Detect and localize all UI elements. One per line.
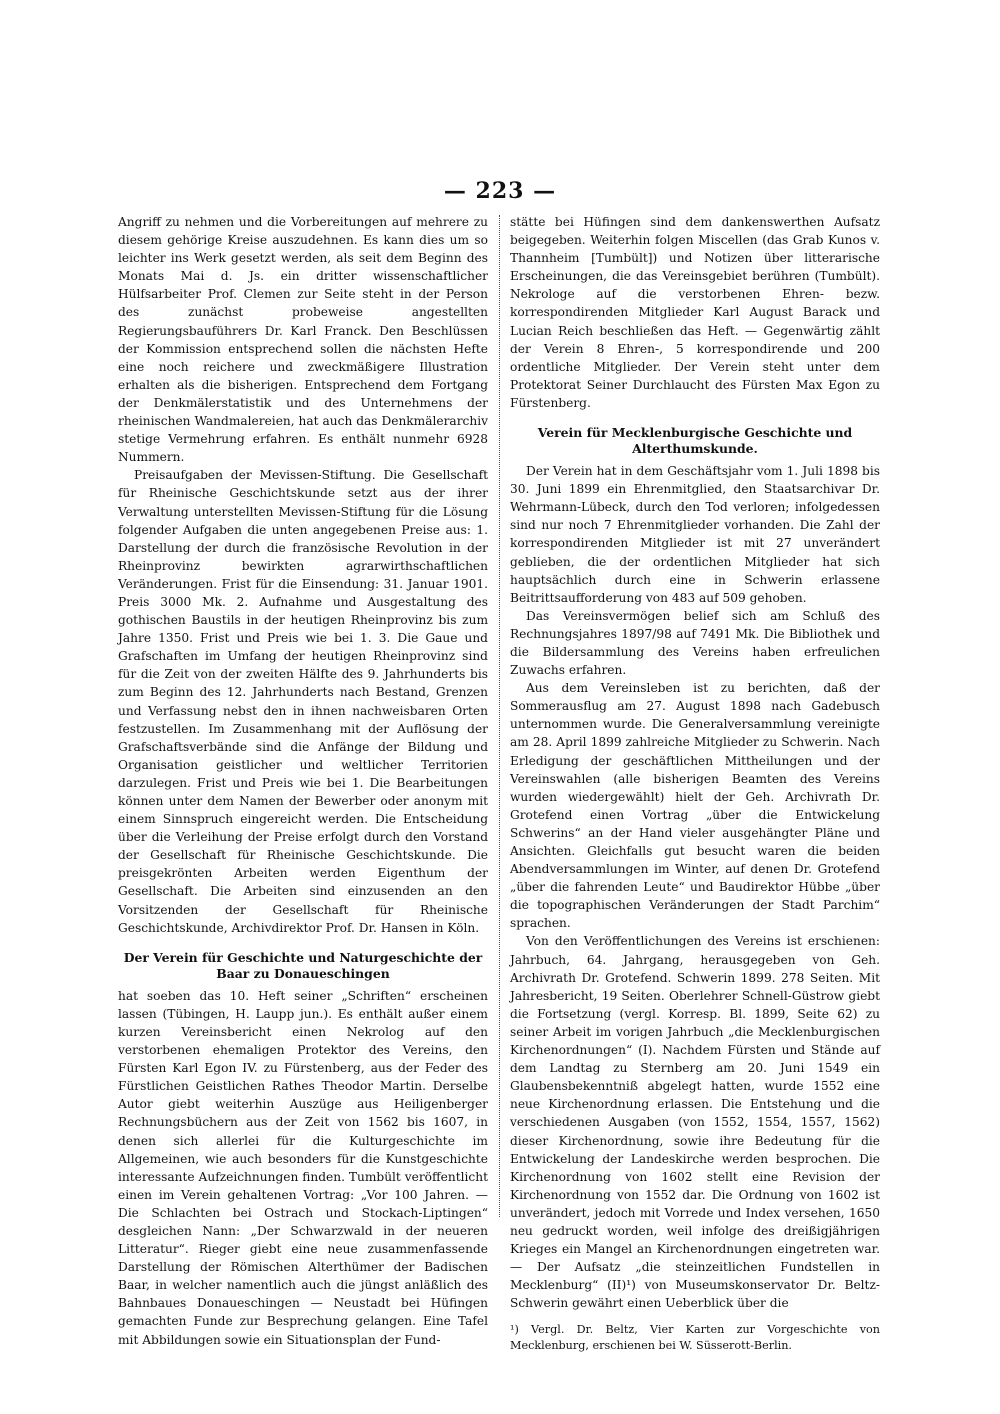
right-column [510, 213, 880, 1354]
left-paragraph-2: Preisaufgaben der Mevissen-Stiftung. Die Gesellschaft für Rheinische Geschichtskunde setzt aus der ihrer Verwaltung unterstellten Mevissen-Stiftung für die Lösung folgender Aufgaben die unten angegebenen Preise aus: 1. Darstellung der durch die französische Revolution in der Rheinprovinz bewirkten agrarwirthschaftlichen Veränderungen. Frist für die Einsendung: 31. Januar 1901. Preis 3000 Mk. 2. Aufnahme und Ausgestaltung des gothischen Baustils in der heutigen Rheinprovinz bis zum Jahre 1350. Frist und Preis wie bei 1. 3. Die Gaue und Grafschaften im Umfang der heutigen Rheinprovinz sind für die Zeit von der zweiten Hälfte des 9. Jahrhunderts bis zum Beginn des 12. Jahrhunderts nach Bestand, Grenzen und Verfassung nebst den in ihnen nachweisbaren Orten festzustellen. Im Zusammenhang mit der Auflösung der Grafschaftsverbände sind die Anfänge der Bildung und Organisation geistlicher und weltlicher Territorien darzulegen. Frist und Preis wie bei 1. Die Bearbeitungen können unter dem Namen der Bewerber oder anonym mit einem Sinnspruch eingereicht werden. Die Entscheidung über die Verleihung der Preise erfolgt durch den Vorstand der Gesellschaft für Rheinische Geschichtskunde. Die preisgekrönten Arbeiten werden Eigenthum der Gesellschaft. Die Arbeiten sind einzusenden an den Vorsitzenden der Gesellschaft für Rheinische Geschichtskunde, Archivdirektor Prof. Dr. Hansen in Köln. [118, 468, 488, 935]
page-number: — 223 — [443, 178, 557, 204]
left-column [118, 213, 488, 1349]
right-paragraph-4: Aus dem Vereinsleben ist zu berichten, daß der Sommerausflug am 27. August 1898 nach Gadebusch unternommen wurde. Die Generalversammlung vereinigte am 28. April 1899 zahlreiche Mitglieder zu Schwerin. Nach Erledigung der geschäftlichen Mittheilungen und der Vereinswahlen (alle bisherigen Beamten des Vereins wurden wiedergewählt) hielt der Geh. Archivrath Dr. Grotefend einen Vortrag „über die Entwickelung Schwerins“ an der Hand vieler ausgehängter Pläne und Ansichten. Gleichfalls gut besucht waren die beiden Abendversammlungen im Winter, auf denen Dr. Grotefend „über die fahrenden Leute“ und Baudirektor Hübbe „über die topographischen Veränderungen der Stadt Parchim“ sprachen. [510, 681, 880, 931]
left-paragraph-3: hat soeben das 10. Heft seiner „Schriften“ erscheinen lassen (Tübingen, H. Laupp jun.). Es enthält außer einem kurzen Vereinsbericht einen Nekrolog auf den verstorbenen ehemaligen Protektor des Vereins, den Fürsten Karl Egon IV. zu Fürstenberg, aus der Feder des Fürstlichen Geistlichen Rathes Theodor Martin. Derselbe Autor giebt weiterhin Auszüge aus Heiligenberger Rechnungsbüchern aus der Zeit von 1562 bis 1607, in denen sich allerlei für die Kulturgeschichte im Allgemeinen, wie auch besonders für die Kunstgeschichte interessante Aufzeichnungen finden. Tumbült veröffentlicht einen im Verein gehaltenen Vortrag: „Vor 100 Jahren. — Die Schlachten bei Ostrach und Stockach-Liptingen“ desgleichen Nann: „Der Schwarzwald in der neueren Litteratur“. Rieger giebt eine neue zusammenfassende Darstellung der Römischen Alterthümer der Badischen Baar, in welcher namentlich auch die jüngst anläßlich des Bahnbaues Donaueschingen — Neustadt bei Hüfingen gemachten Funde zur Besprechung gelangen. Eine Tafel mit Abbildungen sowie ein Situationsplan der Fund- [118, 988, 488, 1347]
left-paragraph-1: Angriff zu nehmen und die Vorbereitungen auf mehrere zu diesem gehörige Kreise auszudehnen. Es kann dies um so leichter ins Werk gesetzt werden, als seit dem Beginn des Monats Mai d. Js. ein dritter wissenschaftlicher Hülfsarbeiter Prof. Clemen zur Seite steht in der Person des zunächst probeweise angestellten Regierungsbauführers Dr. Karl Franck. Den Beschlüssen der Kommission entsprechend sollen die nächsten Hefte eine noch reichere und zweckmäßigere Illustration erhalten als die bisherigen. Entsprechend dem Fortgang der Denkmälerstatistik und des Unternehmens der rheinischen Wandmalereien, hat auch das Denkmälerarchiv stetige Vermehrung erfahren. Es enthält nunmehr 6928 Nummern. [118, 215, 488, 465]
section-heading-baar: Der Verein für Geschichte und Naturgeschichte der Baar zu Donaueschingen [123, 949, 483, 981]
section-heading-mecklenburg: Verein für Mecklenburgische Geschichte und Alterthumskunde. [537, 425, 853, 457]
right-paragraph-2: Der Verein hat in dem Geschäftsjahr vom 1. Juli 1898 bis 30. Juni 1899 ein Ehrenmitglied, den Staatsarchivar Dr. Wehrmann-Lübeck, durch den Tod verloren; infolgedessen sind nur noch 7 Ehrenmitglieder vorhanden. Die Zahl der korrespondirenden Mitglieder ist mit 27 unverändert geblieben, die der ordentlichen Mitglieder hat sich hauptsächlich durch eine in Schwerin erlassene Beitrittsaufforderung von 483 auf 509 gehoben. [510, 464, 880, 605]
right-paragraph-1: stätte bei Hüfingen sind dem dankenswerthen Aufsatz beigegeben. Weiterhin folgen Miscellen (das Grab Kunos v. Thannheim [Tumbült]) und Notizen über litterarische Erscheinungen, die das Vereinsgebiet berühren (Tumbült). Nekrologe auf die verstorbenen Ehren- bezw. korrespondirenden Mitglieder Karl August Barack und Lucian Reich beschließen das Heft. — Gegenwärtig zählt der Verein 8 Ehren-, 5 korrespondirende und 200 ordentliche Mitglieder. Der Verein steht unter dem Protektorat Seiner Durchlaucht des Fürsten Max Egon zu Fürstenberg. [510, 215, 880, 410]
column-divider [499, 215, 500, 1217]
footnote: ¹) Vergl. Dr. Beltz, Vier Karten zur Vorgeschichte von Mecklenburg, erschienen bei W. Süsserott-Berlin. [510, 1323, 880, 1353]
right-paragraph-5: Von den Veröffentlichungen des Vereins ist erschienen: Jahrbuch, 64. Jahrgang, herausgegeben von Geh. Archivrath Dr. Grotefend. Schwerin 1899. 278 Seiten. Mit Jahresbericht, 19 Seiten. Oberlehrer Schnell-Güstrow giebt die Fortsetzung (vergl. Korresp. Bl. 1899, Seite 62) zu seiner Arbeit im vorigen Jahrbuch „die Mecklenburgischen Kirchenordnungen“ (I). Nachdem Fürsten und Stände auf dem Landtag zu Sternberg am 20. Juni 1549 ein Glaubensbekenntniß abgelegt hatten, wurde 1552 eine neue Kirchenordnung erlassen. Die Entstehung und die verschiedenen Ausgaben (von 1552, 1554, 1557, 1562) dieser Kirchenordnung, sowie ihre Bedeutung für die Entwickelung der Landeskirche werden besprochen. Die Kirchenordnung von 1602 stellt eine Revision der Kirchenordnung von 1552 dar. Die Ordnung von 1602 ist unverändert, jedoch mit Vorrede und Index versehen, 1650 neu gedruckt worden, weil infolge des dreißigjährigen Krieges ein Mangel an Kirchenordnungen eingetreten war. — Der Aufsatz „die steinzeitlichen Fundstellen in Mecklenburg“ (II)¹) von Museumskonservator Dr. Beltz-Schwerin gewährt einen Ueberblick über die [510, 934, 880, 1311]
right-paragraph-3: Das Vereinsvermögen belief sich am Schluß des Rechnungsjahres 1897/98 auf 7491 Mk. Die Bibliothek und die Bildersammlung des Vereins haben erfreulichen Zuwachs erfahren. [510, 608, 880, 678]
